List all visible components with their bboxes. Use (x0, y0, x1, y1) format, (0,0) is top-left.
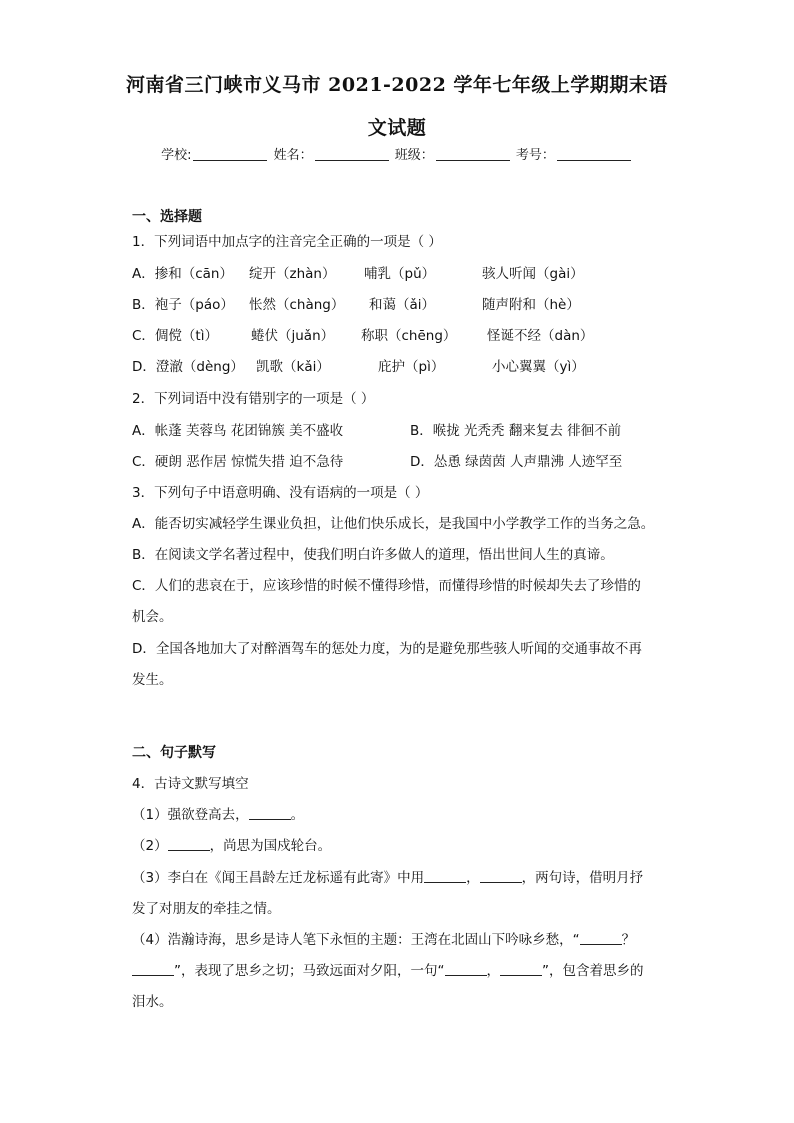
answer-blank[interactable] (168, 837, 210, 851)
class-label: 班级： (394, 148, 434, 163)
q4-3-comma: ， (466, 870, 480, 886)
q1-b-2: 怅然（chàng） (249, 297, 345, 313)
q4-3-tail: ，两句诗，借明月抒 (521, 870, 644, 886)
answer-blank[interactable] (480, 869, 522, 883)
student-info-row (0, 144, 794, 163)
section-2-heading: 二、句子默写 (132, 745, 216, 761)
title-line-1: 河南省三门峡市义马市 2021-2022 学年七年级上学期期末语 (126, 74, 668, 96)
answer-blank[interactable] (132, 962, 174, 976)
q3-option-d-line2: 发生。 (132, 672, 173, 688)
q1-d-1: D．澄澈（dèng） (132, 359, 244, 375)
q1-stem: 1．下列词语中加点字的注音完全正确的一项是（ ） (132, 234, 442, 250)
q1-b-4: 随声附和（hè） (482, 297, 580, 313)
q1-d-3: 庇护（pì） (378, 359, 445, 375)
q1-c-1: C．倜傥（tì） (132, 328, 218, 344)
q4-3-text: （3）李白在《闻王昌龄左迁龙标遥有此寄》中用 (132, 870, 425, 886)
q4-2-text: （2） (132, 838, 168, 854)
q2-stem: 2．下列词语中没有错别字的一项是（ ） (132, 391, 375, 407)
q4-4-mid: ”，表现了思乡之切；马致远面对夕阳，一句“ (174, 963, 445, 979)
q1-a-3: 哺乳（pǔ） (364, 266, 436, 282)
q3-option-a: A．能否切实减轻学生课业负担，让他们快乐成长，是我国中小学教学工作的当务之急。 (132, 516, 655, 532)
q4-4-comma: ， (486, 963, 500, 979)
answer-blank[interactable] (249, 806, 291, 820)
q4-stem: 4．古诗文默写填空 (132, 776, 249, 792)
q1-c-3: 称职（chēng） (361, 328, 457, 344)
q4-part-3-line2: 发了对朋友的牵挂之情。 (132, 901, 281, 917)
q4-4-qmark: ？ (621, 932, 636, 948)
name-label: 姓名： (273, 148, 313, 163)
q4-4-tail: ”，包含着思乡的 (542, 963, 644, 979)
q3-option-d-line1: D．全国各地加大了对醉酒驾车的惩处力度，为的是避免那些骇人听闻的交通事故不再 (132, 641, 642, 657)
q1-option-d (132, 357, 585, 377)
q1-d-4: 小心翼翼（yì） (492, 359, 585, 375)
q1-a-1: A．掺和（cān） (132, 266, 233, 282)
name-blank[interactable] (315, 148, 389, 161)
q2-option-c: C．硬朗 恶作居 惊慌失措 迫不急待 (132, 454, 344, 470)
section-1-heading: 一、选择题 (132, 209, 202, 225)
class-blank[interactable] (436, 148, 510, 161)
q1-option-a (132, 264, 584, 284)
number-label: 考号： (515, 148, 555, 163)
q4-part-1 (132, 805, 304, 825)
q1-a-2: 绽开（zhàn） (249, 266, 336, 282)
q2-option-b: B．喉拢 光秃秃 翻来复去 徘徊不前 (410, 423, 622, 439)
number-blank[interactable] (557, 148, 631, 161)
school-label: 学校: (161, 148, 192, 163)
answer-blank[interactable] (500, 962, 542, 976)
q1-b-1: B．袍子（páo） (132, 297, 234, 313)
answer-blank[interactable] (580, 931, 622, 945)
q1-option-b (132, 295, 580, 315)
q1-b-3: 和蔼（ǎi） (369, 297, 436, 313)
q1-d-2: 凯歌（kǎi） (256, 359, 330, 375)
q4-part-2 (132, 836, 331, 856)
q4-part-4-line3: 泪水。 (132, 994, 173, 1010)
q1-a-4: 骇人听闻（gài） (482, 266, 584, 282)
q4-1-end: 。 (290, 807, 305, 823)
q3-stem: 3．下列句子中语意明确、没有语病的一项是（ ） (132, 485, 429, 501)
q4-2-end: ，尚思为国戍轮台。 (209, 838, 332, 854)
q3-option-b: B．在阅读文学名著过程中，使我们明白许多做人的道理，悟出世间人生的真谛。 (132, 547, 614, 563)
q3-option-c-line1: C．人们的悲哀在于，应该珍惜的时候不懂得珍惜，而懂得珍惜的时候却失去了珍惜的 (132, 578, 641, 594)
q1-c-2: 蜷伏（juǎn） (251, 328, 335, 344)
q4-part-4-line1 (132, 930, 635, 950)
q3-option-c-line2: 机会。 (132, 609, 173, 625)
q4-1-text: （1）强欲登高去， (132, 807, 249, 823)
q4-part-4-line2 (132, 961, 644, 981)
answer-blank[interactable] (445, 962, 487, 976)
q1-option-c (132, 326, 593, 346)
school-blank[interactable] (193, 148, 267, 161)
q4-4-text: （4）浩瀚诗海，思乡是诗人笔下永恒的主题：王湾在北固山下吟咏乡愁，“ (132, 932, 580, 948)
q2-option-a: A．帐蓬 芙蓉鸟 花团锦簇 美不盛收 (132, 423, 344, 439)
q4-part-3-line1 (132, 868, 643, 888)
q1-c-4: 怪诞不经（dàn） (487, 328, 594, 344)
answer-blank[interactable] (424, 869, 466, 883)
q2-option-d: D．怂恿 绿茵茵 人声鼎沸 人迹罕至 (410, 454, 623, 470)
title-line-2: 文试题 (367, 117, 427, 139)
